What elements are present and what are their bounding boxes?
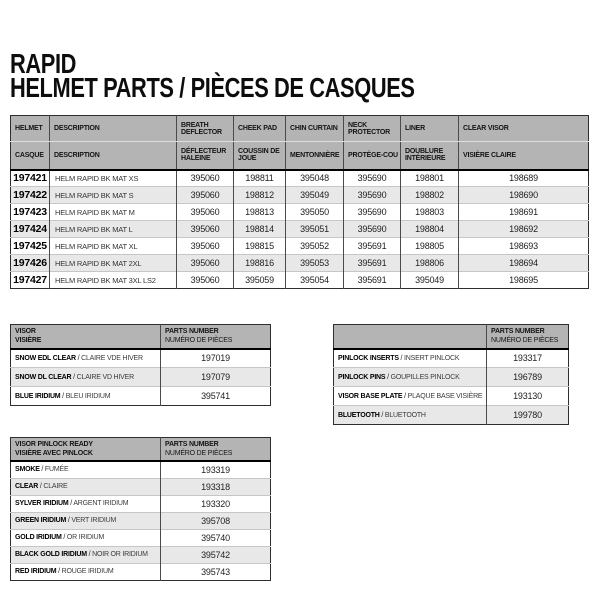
item-name-fr: PLAQUE BASE VISIÈRE — [407, 392, 483, 400]
helmet-number-cell: 197427 — [11, 272, 50, 289]
part-number-cell: 198804 — [401, 221, 459, 238]
page-title-section: HELMET PARTS / PIÈCES DE CASQUES — [10, 72, 415, 103]
helmet-number-cell: 197423 — [11, 204, 50, 221]
accessories-table-grid — [333, 324, 569, 425]
item-name-en: GREEN IRIDIUM — [15, 517, 67, 524]
part-number-cell: 395740 — [161, 529, 271, 546]
empty-header-cell — [334, 325, 487, 349]
accessories-table — [333, 324, 569, 425]
part-number-cell: 395060 — [177, 170, 234, 187]
description-cell: HELM RAPID BK MAT S — [50, 187, 177, 204]
col-header-description: DESCRIPTION — [50, 116, 177, 142]
visor-header-fr: VISIÈRE — [15, 337, 42, 345]
item-name-fr: VERT IRIDIUM — [71, 517, 117, 524]
col-header-description-fr: DESCRIPTION — [50, 142, 177, 170]
part-number-cell: 198695 — [459, 272, 589, 289]
part-number-cell: 395060 — [177, 221, 234, 238]
part-number-cell: 193318 — [161, 478, 271, 495]
parts-row — [11, 495, 271, 512]
parts-row — [334, 368, 569, 387]
part-number-cell: 198814 — [234, 221, 286, 238]
item-name-en: BLACK GOLD IRIDIUM — [15, 551, 87, 558]
visor-table-header — [11, 325, 271, 349]
part-number-cell: 198813 — [234, 204, 286, 221]
description-cell: HELM RAPID BK MAT 2XL — [50, 255, 177, 272]
description-cell: HELM RAPID BK MAT 3XL LS2 — [50, 272, 177, 289]
parts-row — [11, 461, 271, 478]
helmet-number-cell: 197425 — [11, 238, 50, 255]
col-header-liner: LINER — [401, 116, 459, 142]
item-name-fr: NOIR OR IRIDIUM — [92, 551, 148, 558]
parts-number-header-fr: NUMÉRO DE PIÈCES — [165, 450, 233, 457]
col-header-clear-visor: CLEAR VISOR — [459, 116, 589, 142]
name-separator: / — [66, 517, 72, 524]
item-name-cell — [334, 387, 487, 406]
part-number-cell: 395743 — [161, 563, 271, 580]
item-name-fr: ROUGE IRIDIUM — [61, 568, 114, 575]
part-number-cell: 198812 — [234, 187, 286, 204]
parts-row — [11, 387, 271, 406]
item-name-en: CLEAR — [15, 483, 39, 490]
item-name-cell — [11, 529, 161, 546]
header-row — [11, 438, 271, 462]
parts-number-header-cell — [161, 325, 271, 349]
item-name-en: SNOW DL CLEAR — [15, 373, 72, 381]
item-name-en: RED IRIDIUM — [15, 568, 57, 575]
parts-row — [334, 349, 569, 368]
description-cell: HELM RAPID BK MAT M — [50, 204, 177, 221]
part-number-cell: 395690 — [344, 187, 401, 204]
helmet-number-cell: 197421 — [11, 170, 50, 187]
item-name-en: SYLVER IRIDIUM — [15, 500, 69, 507]
part-number-cell: 198692 — [459, 221, 589, 238]
part-number-cell: 395060 — [177, 272, 234, 289]
name-separator: / — [398, 354, 405, 362]
visor-pinlock-ready-table-grid — [10, 437, 271, 581]
part-number-cell: 198694 — [459, 255, 589, 272]
part-number-cell: 193130 — [487, 387, 569, 406]
helmet-number-cell: 197426 — [11, 255, 50, 272]
item-name-cell — [11, 478, 161, 495]
item-name-en: PINLOCK INSERTS — [338, 354, 399, 362]
visor-pinlock-header-cell — [11, 438, 161, 462]
item-name-fr: CLAIRE — [43, 483, 68, 490]
col-header-deflecteur: DÉFLECTEUR HALEINE — [177, 142, 234, 170]
name-separator: / — [60, 392, 66, 400]
part-number-cell: 395049 — [286, 187, 344, 204]
part-number-cell: 198815 — [234, 238, 286, 255]
item-name-fr: BLUETOOTH — [384, 411, 426, 419]
parts-row — [11, 349, 271, 368]
parts-number-header-en: PARTS NUMBER — [165, 328, 219, 336]
visor-table-grid — [10, 324, 271, 406]
item-name-en: PINLOCK PINS — [338, 373, 386, 381]
accessories-table-header — [334, 325, 569, 349]
description-cell: HELM RAPID BK MAT XS — [50, 170, 177, 187]
part-number-cell: 395051 — [286, 221, 344, 238]
visor-table-body — [11, 349, 271, 406]
parts-row — [11, 512, 271, 529]
helmet-number-cell: 197422 — [11, 187, 50, 204]
part-number-cell: 395048 — [286, 170, 344, 187]
visor-pinlock-table-body — [11, 461, 271, 580]
col-header-coussin: COUSSIN DE JOUE — [234, 142, 286, 170]
item-name-en: SNOW EDL CLEAR — [15, 354, 76, 362]
part-number-cell: 395691 — [344, 238, 401, 255]
helmet-parts-table — [10, 115, 589, 289]
part-number-cell: 395060 — [177, 204, 234, 221]
page-title-product: RAPID — [10, 48, 77, 79]
item-name-en: BLUETOOTH — [338, 411, 380, 419]
visor-header-cell — [11, 325, 161, 349]
part-number-cell: 395690 — [344, 170, 401, 187]
item-name-en: BLUE IRIDIUM — [15, 392, 61, 400]
name-separator: / — [61, 534, 67, 541]
part-number-cell: 198806 — [401, 255, 459, 272]
parts-row — [334, 387, 569, 406]
visor-pinlock-header-fr: VISIÈRE AVEC PINLOCK — [15, 450, 93, 457]
item-name-cell — [11, 563, 161, 580]
parts-row — [11, 563, 271, 580]
parts-row — [11, 546, 271, 563]
part-number-cell: 395050 — [286, 204, 344, 221]
item-name-cell — [11, 512, 161, 529]
part-number-cell: 198693 — [459, 238, 589, 255]
parts-row — [11, 368, 271, 387]
part-number-cell: 395060 — [177, 255, 234, 272]
parts-number-header-fr: NUMÉRO DE PIÈCES — [165, 337, 233, 345]
part-number-cell: 395052 — [286, 238, 344, 255]
col-header-visiere-claire: VISIÈRE CLAIRE — [459, 142, 589, 170]
item-name-cell — [334, 406, 487, 425]
helmet-row — [11, 272, 589, 289]
part-number-cell: 395690 — [344, 204, 401, 221]
name-separator: / — [38, 483, 44, 490]
col-header-doublure: DOUBLURE INTÉRIEURE — [401, 142, 459, 170]
helmet-row — [11, 255, 589, 272]
item-name-fr: CLAIRE VDE HIVER — [81, 354, 143, 362]
part-number-cell: 395060 — [177, 187, 234, 204]
part-number-cell: 199780 — [487, 406, 569, 425]
parts-number-header-en: PARTS NUMBER — [165, 441, 219, 448]
item-name-cell — [11, 546, 161, 563]
item-name-en: SMOKE — [15, 466, 40, 474]
item-name-cell — [11, 349, 161, 368]
helmet-parts-table-body — [11, 170, 589, 289]
name-separator: / — [56, 568, 62, 575]
part-number-cell: 395691 — [344, 255, 401, 272]
page-title — [10, 48, 529, 103]
visor-pinlock-ready-table — [10, 437, 271, 581]
name-separator: / — [39, 466, 45, 474]
part-number-cell: 198691 — [459, 204, 589, 221]
part-number-cell: 395691 — [344, 272, 401, 289]
description-cell: HELM RAPID BK MAT XL — [50, 238, 177, 255]
col-header-breath-deflector: BREATH DEFLECTOR — [177, 116, 234, 142]
name-separator: / — [402, 392, 408, 400]
item-name-fr: ARGENT IRIDIUM — [73, 500, 129, 507]
item-name-fr: INSERT PINLOCK — [404, 354, 460, 362]
col-header-mentonniere: MENTONNIÈRE — [286, 142, 344, 170]
name-separator: / — [68, 500, 74, 507]
part-number-cell: 198802 — [401, 187, 459, 204]
helmet-row — [11, 221, 589, 238]
item-name-fr: CLAIRE VD HIVER — [76, 373, 134, 381]
part-number-cell: 193319 — [161, 461, 271, 478]
part-number-cell: 395053 — [286, 255, 344, 272]
col-header-chin-curtain: CHIN CURTAIN — [286, 116, 344, 142]
item-name-fr: FUMÉE — [44, 466, 69, 474]
item-name-cell — [334, 368, 487, 387]
part-number-cell: 395742 — [161, 546, 271, 563]
parts-number-header-cell — [487, 325, 569, 349]
visor-pinlock-header-en: VISOR PINLOCK READY — [15, 441, 93, 448]
part-number-cell: 395741 — [161, 387, 271, 406]
visor-pinlock-table-header — [11, 438, 271, 462]
helmet-parts-table-header — [11, 116, 589, 170]
part-number-cell: 395708 — [161, 512, 271, 529]
col-header-protege-cou: PROTÈGE-COU — [344, 142, 401, 170]
helmet-number-cell: 197424 — [11, 221, 50, 238]
part-number-cell: 196789 — [487, 368, 569, 387]
helmet-parts-table-grid — [10, 115, 589, 289]
part-number-cell: 198690 — [459, 187, 589, 204]
item-name-fr: GOUPILLES PINLOCK — [390, 373, 460, 381]
part-number-cell: 193320 — [161, 495, 271, 512]
item-name-fr: OR IRIDIUM — [66, 534, 105, 541]
header-row — [11, 325, 271, 349]
item-name-en: VISOR BASE PLATE — [338, 392, 403, 400]
part-number-cell: 395049 — [401, 272, 459, 289]
parts-row — [334, 406, 569, 425]
part-number-cell: 198803 — [401, 204, 459, 221]
name-separator: / — [86, 551, 93, 558]
part-number-cell: 197079 — [161, 368, 271, 387]
parts-number-header-cell — [161, 438, 271, 462]
item-name-cell — [11, 461, 161, 478]
helmet-row — [11, 204, 589, 221]
name-separator: / — [385, 373, 391, 381]
col-header-casque: CASQUE — [11, 142, 50, 170]
part-number-cell: 198801 — [401, 170, 459, 187]
header-row — [334, 325, 569, 349]
part-number-cell: 198811 — [234, 170, 286, 187]
header-row-english — [11, 116, 589, 142]
helmet-row — [11, 238, 589, 255]
part-number-cell: 198689 — [459, 170, 589, 187]
part-number-cell: 395059 — [234, 272, 286, 289]
part-number-cell: 193317 — [487, 349, 569, 368]
item-name-cell — [11, 495, 161, 512]
part-number-cell: 198805 — [401, 238, 459, 255]
part-number-cell: 395054 — [286, 272, 344, 289]
name-separator: / — [71, 373, 77, 381]
item-name-en: GOLD IRIDIUM — [15, 534, 62, 541]
item-name-cell — [334, 349, 487, 368]
name-separator: / — [379, 411, 385, 419]
description-cell: HELM RAPID BK MAT L — [50, 221, 177, 238]
parts-number-header-en: PARTS NUMBER — [491, 328, 545, 336]
header-row-french — [11, 142, 589, 170]
col-header-cheek-pad: CHEEK PAD — [234, 116, 286, 142]
part-number-cell: 198816 — [234, 255, 286, 272]
visor-table — [10, 324, 271, 406]
item-name-cell — [11, 368, 161, 387]
visor-header-en: VISOR — [15, 328, 36, 336]
parts-row — [11, 529, 271, 546]
helmet-row — [11, 187, 589, 204]
part-number-cell: 395690 — [344, 221, 401, 238]
accessories-table-body — [334, 349, 569, 425]
part-number-cell: 395060 — [177, 238, 234, 255]
col-header-neck-protector: NECK PROTECTOR — [344, 116, 401, 142]
part-number-cell: 197019 — [161, 349, 271, 368]
item-name-fr: BLEU IRIDIUM — [65, 392, 111, 400]
name-separator: / — [75, 354, 82, 362]
col-header-helmet: HELMET — [11, 116, 50, 142]
parts-row — [11, 478, 271, 495]
item-name-cell — [11, 387, 161, 406]
parts-number-header-fr: NUMÉRO DE PIÈCES — [491, 337, 559, 345]
helmet-row — [11, 170, 589, 187]
